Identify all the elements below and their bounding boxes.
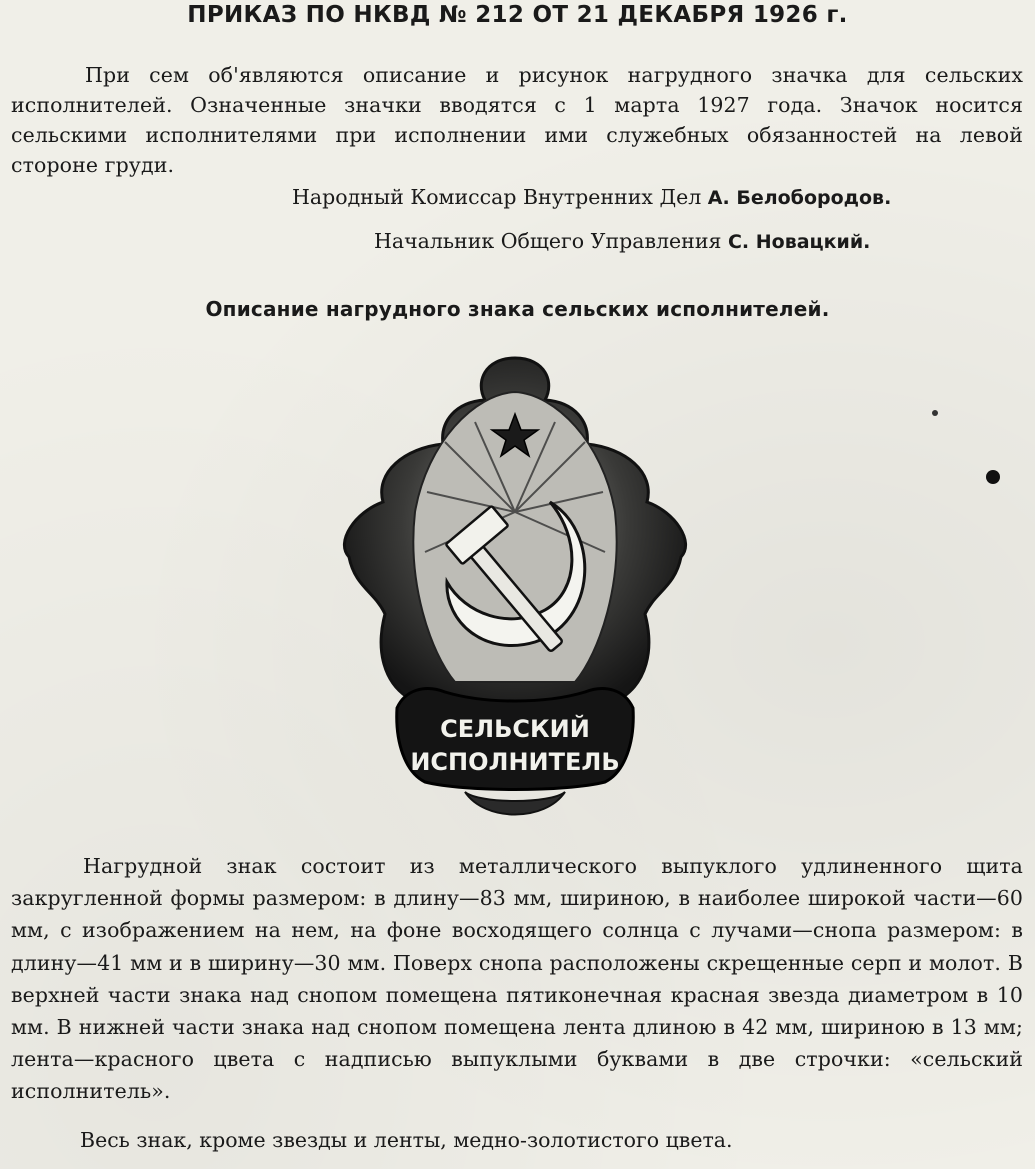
ribbon-text-line1: СЕЛЬСКИЙ <box>440 715 590 743</box>
order-title: ПРИКАЗ ПО НКВД № 212 ОТ 21 ДЕКАБРЯ 1926 г. <box>187 2 848 28</box>
section-subtitle: Описание нагрудного знака сельских исполнителей. <box>205 297 830 321</box>
description-paragraph: Нагрудной знак состоит из металлического выпуклого удлиненного щита закругленной формы размером: в длину—83 мм, шириною, в наиболее широкой части—60 мм, с изображением на нем, на фоне восходящего солнца с лучами—снопа размером: в длину—41 мм и в ширину—30 мм. Поверх снопа расположены скрещенные серп и молот. В верхней части знака над снопом помещена пятиконечная красная звезда диаметром в 10 мм. В нижней части знака над снопом помещена лента длиною в 42 мм, шириною в 13 мм; лента—красного цвета с надписью выпуклыми буквами в две строчки: «сельский исполнитель». <box>11 854 1023 1104</box>
ink-spot <box>986 470 1000 484</box>
badge-illustration <box>335 352 695 822</box>
badge-ribbon <box>397 689 634 790</box>
signature-name: С. Новацкий. <box>727 231 871 253</box>
signature-name: А. Белобородов. <box>707 187 892 209</box>
ornament-bottom <box>465 792 565 815</box>
closing-line: Весь знак, кроме звезды и ленты, медно-золотистого цвета. <box>80 1128 733 1152</box>
ink-spot <box>932 410 938 416</box>
signature-head <box>374 226 870 257</box>
ribbon-text-line2: ИСПОЛНИТЕЛЬ <box>410 748 620 776</box>
intro-paragraph: При сем об'являются описание и рисунок нагрудного значка для сельских исполнителей. Означенные значки вводятся с 1 марта 1927 года. Значок носится сельскими исполнителями при исполнении ими служебных обязанностей на левой стороне груди. <box>11 63 1023 177</box>
signature-position: Народный Комиссар Внутренних Дел <box>292 185 702 209</box>
signature-position: Начальник Общего Управления <box>374 229 722 253</box>
signature-commissar <box>292 182 891 213</box>
